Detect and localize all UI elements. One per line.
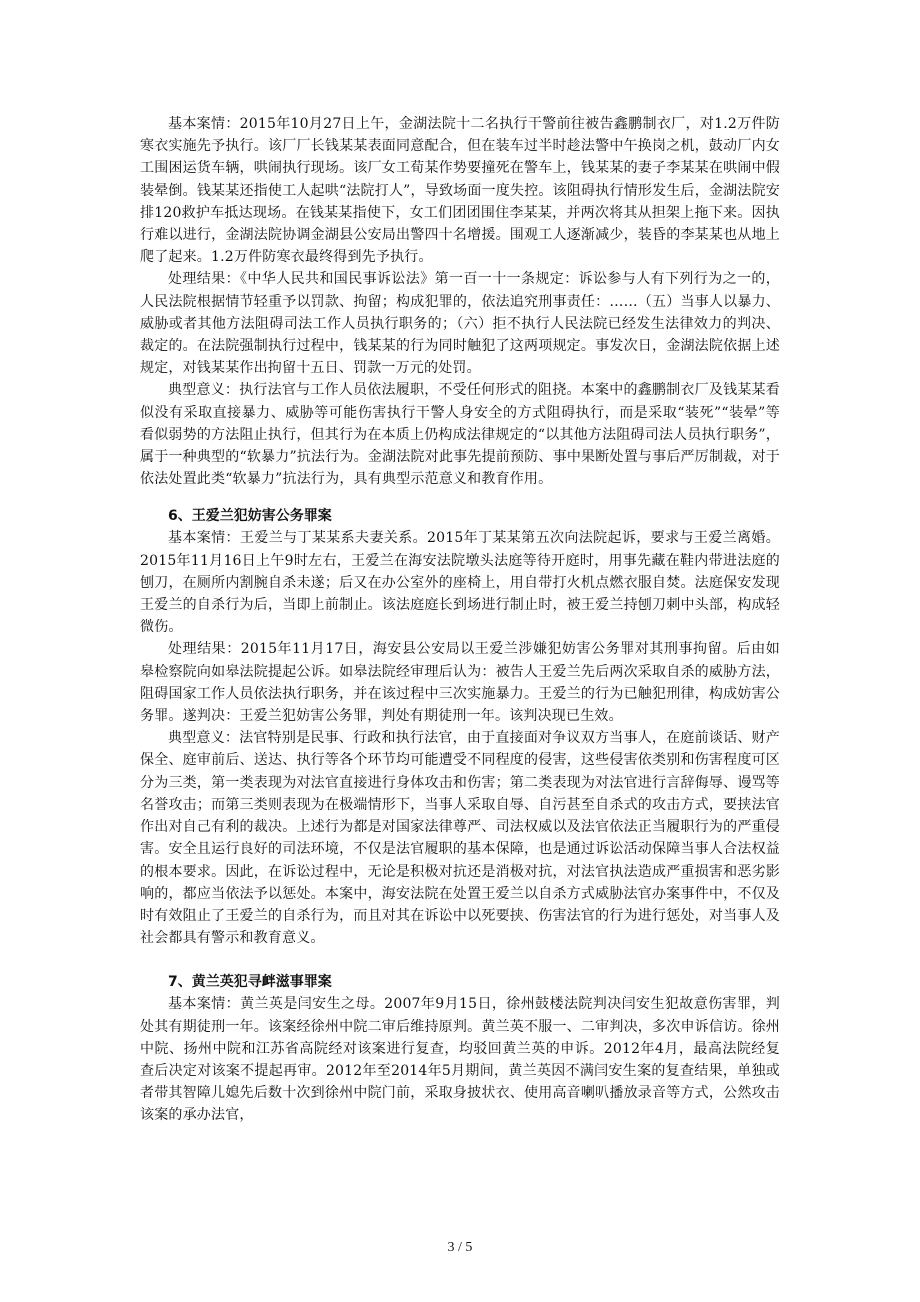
case6-heading: 6、王爱兰犯妨害公务罪案 bbox=[168, 508, 332, 525]
case6-result-paragraph: 处理结果：2015年11月17日，海安县公安局以王爱兰涉嫌犯妨害公务罪对其刑事拘留。后由如皋检察院向如皋法院提起公诉。如皋法院经审理后认为：被告人王爱兰先后两次采取自杀的威胁方法，阻碍国家工作人员依法执行职务，并在该过程中三次实施暴力。王爱兰的行为已触犯刑律，构成妨害公务罪。遂判决：王爱兰犯妨害公务罪，判处有期徒刑一年。该判决现已生效。 bbox=[140, 641, 780, 725]
case5-significance-paragraph: 典型意义：执行法官与工作人员依法履职，不受任何形式的阻挠。本案中的鑫鹏制衣厂及钱某某看似没有采取直接暴力、威胁等可能伤害执行干警人身安全的方式阻碍执行，而是采取“装死”“装晕”等看似弱势的方法阻止执行，但其行为在本质上仍构成法律规定的“以其他方法阻碍司法人员执行职务”，属于一种典型的“软暴力”抗法行为。金湖法院对此事先提前预防、事中果断处置与事后严厉制裁，对于依法处置此类“软暴力”抗法行为，具有典型示范意义和教育作用。 bbox=[140, 382, 780, 488]
case5-facts-paragraph: 基本案情：2015年10月27日上午，金湖法院十二名执行干警前往被告鑫鹏制衣厂，对1.2万件防寒衣实施先予执行。该厂厂长钱某某表面同意配合，但在装车过半时趁法警中午换岗之机，鼓动厂内女工围困运货车辆，哄闹执行现场。该厂女工荀某作势要撞死在警车上，钱某某的妻子李某某在哄闹中假装晕倒。钱某某还指使工人起哄“法院打人”，导致场面一度失控。该阻碍执行情形发生后，金湖法院安排120救护车抵达现场。在钱某某指使下，女工们团团围住李某某，并两次将其从担架上拖下来。因执行难以进行，金湖法院协调金湖县公安局出警四十名增援。围观工人逐渐减少，装昏的李某某也从地上爬了起来。1.2万件防寒衣最终得到先予执行。 bbox=[140, 116, 780, 266]
case5-result-paragraph: 处理结果：《中华人民共和国民事诉讼法》第一百一十一条规定：诉讼参与人有下列行为之一的，人民法院根据情节轻重予以罚款、拘留；构成犯罪的，依法追究刑事责任：……（五）当事人以暴力、威胁或者其他方法阻碍司法工作人员执行职务的；（六）拒不执行人民法院已经发生法律效力的判决、裁定的。在法院强制执行过程中，钱某某的行为同时触犯了这两项规定。事发次日，金湖法院依据上述规定，对钱某某作出拘留十五日、罚款一万元的处罚。 bbox=[140, 271, 780, 377]
case6-significance-paragraph: 典型意义：法官特别是民事、行政和执行法官，由于直接面对争议双方当事人，在庭前谈话、财产保全、庭审前后、送达、执行等各个环节均可能遭受不同程度的侵害，这些侵害依类别和伤害程度可区分为三类，第一类表现为对法官直接进行身体攻击和伤害；第二类表现为对法官进行言辞侮辱、谩骂等名誉攻击；而第三类则表现为在极端情形下，当事人采取自辱、自污甚至自杀式的攻击方式，要挟法官作出对自己有利的裁决。上述行为都是对国家法律尊严、司法权威以及法官依法正当履职行为的严重侵害。安全且运行良好的司法环境，不仅是法官履职的基本保障，也是通过诉讼活动保障当事人合法权益的根本要求。因此，在诉讼过程中，无论是积极对抗还是消极对抗，对法官执法造成严重损害和恶劣影响的，都应当依法予以惩处。本案中，海安法院在处置王爱兰以自杀方式威胁法官办案事件中，不仅及时有效阻止了王爱兰的自杀行为，而且对其在诉讼中以死要挟、伤害法官的行为进行惩处，对当事人及社会都具有警示和教育意义。 bbox=[140, 730, 780, 947]
page-number: 3 / 5 bbox=[447, 1240, 473, 1255]
case6-facts-paragraph: 基本案情：王爱兰与丁某某系夫妻关系。2015年丁某某第五次向法院起诉，要求与王爱兰离婚。2015年11月16日上午9时左右，王爱兰在海安法院墩头法庭等待开庭时，用事先藏在鞋内带进法庭的刨刀，在厕所内割腕自杀未遂；后又在办公室外的座椅上，用自带打火机点燃衣服自焚。法庭保安发现王爱兰的自杀行为后，当即上前制止。该法庭庭长到场进行制止时，被王爱兰持刨刀刺中头部，构成轻微伤。 bbox=[140, 530, 780, 636]
case7-facts-paragraph: 基本案情：黄兰英是闫安生之母。2007年9月15日，徐州鼓楼法院判决闫安生犯故意伤害罪，判处其有期徒刑一年。该案经徐州中院二审后维持原判。黄兰英不服一、二审判决，多次申诉信访。徐州中院、扬州中院和江苏省高院经对该案进行复查，均驳回黄兰英的申诉。2012年4月，最高法院经复查后决定对该案不提起再审。2012年至2014年5月期间，黄兰英因不满闫安生案的复查结果，单独或者带其智障儿媳先后数十次到徐州中院门前，采取身披状衣、使用高音喇叭播放录音等方式，公然攻击该案的承办法官， bbox=[140, 996, 780, 1124]
document-body bbox=[140, 113, 780, 1127]
case7-heading: 7、黄兰英犯寻衅滋事罪案 bbox=[168, 974, 332, 991]
